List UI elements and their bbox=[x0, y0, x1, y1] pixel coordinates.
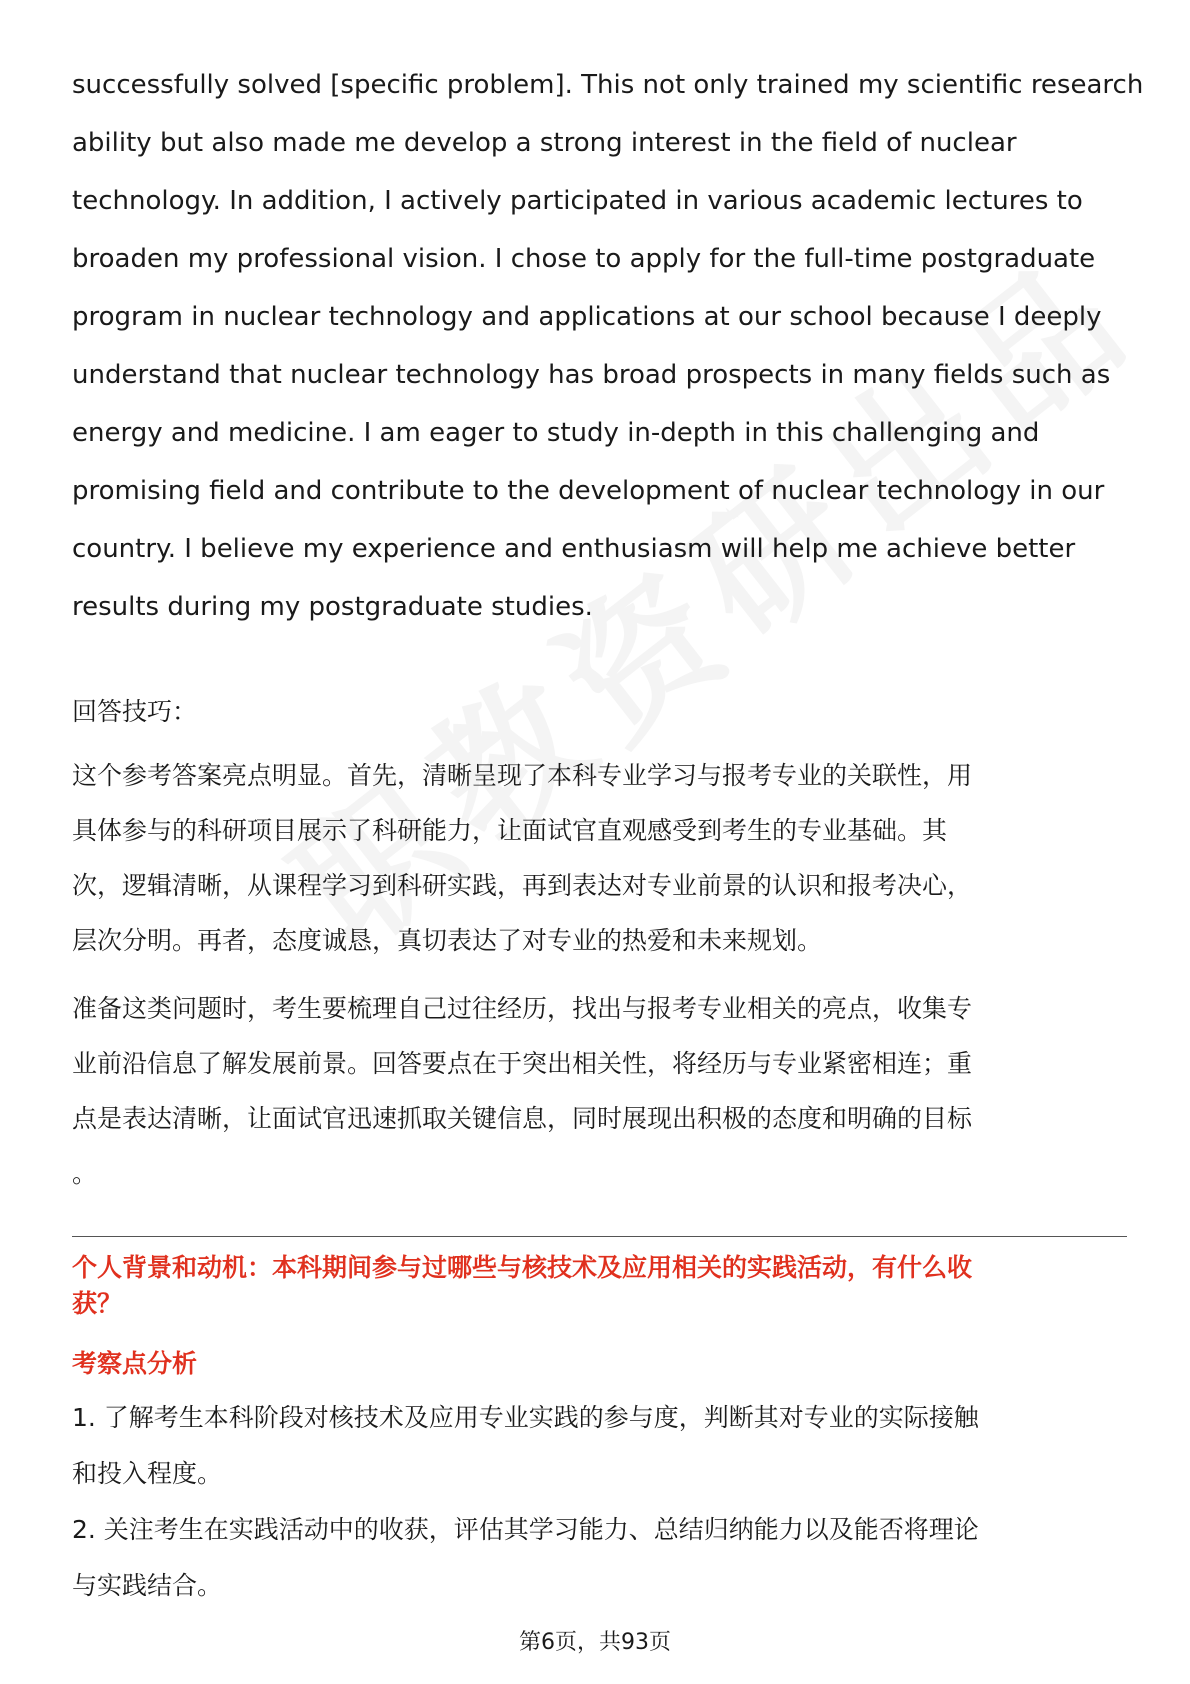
intro-line: understand that nuclear technology has broad prospects in many fields such as bbox=[72, 360, 1111, 390]
intro-line: country. I believe my experience and enthusiasm will help me achieve better bbox=[72, 534, 1076, 564]
section-divider bbox=[72, 1236, 1127, 1237]
tips-line: 准备这类问题时，考生要梳理自己过往经历，找出与报考专业相关的亮点，收集专 bbox=[72, 994, 973, 1023]
intro-line: technology. In addition, I actively participated in various academic lectures to bbox=[72, 186, 1083, 216]
intro-paragraph bbox=[72, 56, 1144, 636]
tips-line: 点是表达清晰，让面试官迅速抓取关键信息，同时展现出积极的态度和明确的目标 bbox=[72, 1104, 973, 1133]
intro-line: program in nuclear technology and applications at our school because I deeply bbox=[72, 302, 1102, 332]
tips-line: 。 bbox=[72, 1159, 98, 1188]
intro-line: successfully solved [specific problem]. This not only trained my scientific research bbox=[72, 70, 1144, 100]
analysis-heading: 考察点分析 bbox=[72, 1349, 198, 1378]
tips-line: 次，逻辑清晰，从课程学习到科研实践，再到表达对专业前景的认识和报考决心， bbox=[72, 871, 973, 900]
tips-line: 层次分明。再者，态度诚恳，真切表达了对专业的热爱和未来规划。 bbox=[72, 926, 823, 955]
tips-line: 业前沿信息了解发展前景。回答要点在于突出相关性，将经历与专业紧密相连；重 bbox=[72, 1049, 973, 1078]
intro-line: energy and medicine. I am eager to study in-depth in this challenging and bbox=[72, 418, 1040, 448]
intro-line: ability but also made me develop a strong interest in the field of nuclear bbox=[72, 128, 1017, 158]
page-number: 第6页，共93页 bbox=[519, 1630, 671, 1655]
analysis-line: 与实践结合。 bbox=[72, 1571, 223, 1600]
tips-heading: 回答技巧： bbox=[72, 697, 198, 726]
tips-paragraph-2 bbox=[72, 981, 1122, 1201]
question-line: 获？ bbox=[72, 1289, 123, 1318]
tips-line: 具体参与的科研项目展示了科研能力，让面试官直观感受到考生的专业基础。其 bbox=[72, 816, 948, 845]
question-line: 个人背景和动机：本科期间参与过哪些与核技术及应用相关的实践活动，有什么收 bbox=[72, 1253, 973, 1282]
question-heading bbox=[72, 1250, 1127, 1322]
analysis-list bbox=[72, 1390, 1132, 1614]
analysis-line: 1. 了解考生本科阶段对核技术及应用专业实践的参与度，判断其对专业的实际接触 bbox=[72, 1403, 979, 1432]
intro-line: broaden my professional vision. I chose to apply for the full-time postgraduate bbox=[72, 244, 1096, 274]
analysis-line: 和投入程度。 bbox=[72, 1459, 223, 1488]
intro-line: promising field and contribute to the development of nuclear technology in our bbox=[72, 476, 1105, 506]
tips-paragraph-1 bbox=[72, 748, 1122, 968]
analysis-line: 2. 关注考生在实践活动中的收获，评估其学习能力、总结归纳能力以及能否将理论 bbox=[72, 1515, 979, 1544]
tips-line: 这个参考答案亮点明显。首先，清晰呈现了本科专业学习与报考专业的关联性，用 bbox=[72, 761, 973, 790]
intro-line: results during my postgraduate studies. bbox=[72, 592, 593, 622]
